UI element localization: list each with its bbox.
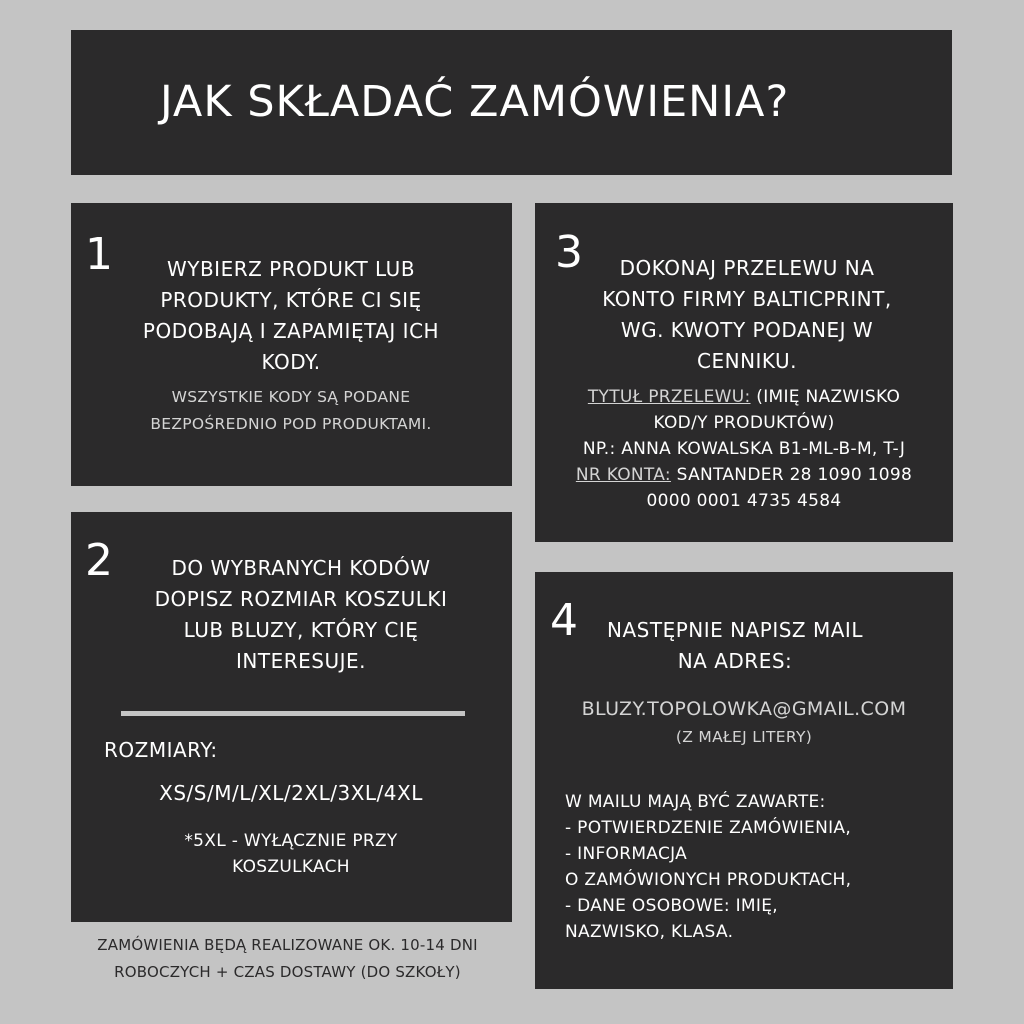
mail-contents-item: O ZAMÓWIONYCH PRODUKTACH, [565,870,852,890]
transfer-example: NP.: ANNA KOWALSKA B1-ML-B-M, T-J [582,439,906,459]
sizes-list: XS/S/M/L/XL/2XL/3XL/4XL [159,781,423,805]
step-3-line: DOKONAJ PRZELEWU NA [619,256,875,280]
delivery-note [50,932,525,986]
mail-contents-item: - DANE OSOBOWE: IMIĘ, [565,896,778,916]
step-2-text [101,553,501,677]
step-2-line: DO WYBRANYCH KODÓW [171,556,431,580]
email-address: BLUZY.TOPOLOWKA@GMAIL.COM [581,698,907,720]
transfer-details [539,384,949,514]
step-3-line: CENNIKU. [697,349,797,373]
account-label: NR KONTA: [575,465,671,485]
email-note: (Z MAŁEJ LITERY) [675,728,813,746]
step-1-note-line: WSZYSTKIE KODY SĄ PODANE [171,388,411,406]
mail-contents-item: W MAILU MAJĄ BYĆ ZAWARTE: [565,792,826,812]
mail-contents-item: - POTWIERDZENIE ZAMÓWIENIA, [565,818,852,838]
step-1-line: WYBIERZ PRODUKT LUB [166,257,416,281]
account-row [539,462,949,488]
transfer-title-row [539,384,949,410]
step-3-line: WG. KWOTY PODANEJ W [620,318,874,342]
step-2-note [91,828,491,880]
delivery-note-line: ROBOCZYCH + CZAS DOSTAWY (DO SZKOŁY) [114,963,461,981]
step-4-number: 4 [550,595,578,646]
step-1-line: KODY. [261,350,321,374]
page-title: JAK SKŁADAĆ ZAMÓWIENIA? [160,77,790,127]
step-4-line: NA ADRES: [677,649,793,673]
step-2-number: 2 [85,535,113,586]
step-2-note-line: *5XL - WYŁĄCZNIE PRZY [184,831,398,851]
mail-contents-item: - INFORMACJA [565,844,688,864]
step-1-panel [71,203,512,486]
step-3-text [547,253,947,377]
transfer-title-value: (IMIĘ NAZWISKO [756,387,901,407]
step-2-line: INTERESUJE. [236,649,366,673]
step-4-text [535,615,935,677]
sizes-divider [121,711,465,716]
step-2-line: DOPISZ ROZMIAR KOSZULKI [154,587,448,611]
step-2-panel [71,512,512,922]
step-2-note-line: KOSZULKACH [232,857,350,877]
mail-contents-item: NAZWISKO, KLASA. [565,922,734,942]
step-1-line: PODOBAJĄ I ZAPAMIĘTAJ ICH [142,319,440,343]
step-1-line: PRODUKTY, KTÓRE CI SIĘ [160,288,422,312]
step-3-panel [535,203,953,542]
step-1-text [91,254,491,378]
step-4-line: NASTĘPNIE NAPISZ MAIL [607,618,863,642]
step-1-note-line: BEZPOŚREDNIO POD PRODUKTAMI. [150,415,432,433]
step-1-note [91,384,491,438]
account-value-2: 0000 0001 4735 4584 [646,491,842,511]
step-3-line: KONTO FIRMY BALTICPRINT, [602,287,892,311]
step-2-line: LUB BLUZY, KTÓRY CIĘ [183,618,419,642]
transfer-title-label: TYTUŁ PRZELEWU: [587,387,751,407]
sizes-label: ROZMIARY: [104,738,218,762]
mail-contents-list [565,789,945,945]
account-value: SANTANDER 28 1090 1098 [676,465,913,485]
step-4-panel [535,572,953,989]
delivery-note-line: ZAMÓWIENIA BĘDĄ REALIZOWANE OK. 10-14 DNI [97,936,478,954]
transfer-title-value-2: KOD/Y PRODUKTÓW) [653,413,835,433]
step-3-number: 3 [555,227,583,278]
step-1-number: 1 [85,229,113,280]
